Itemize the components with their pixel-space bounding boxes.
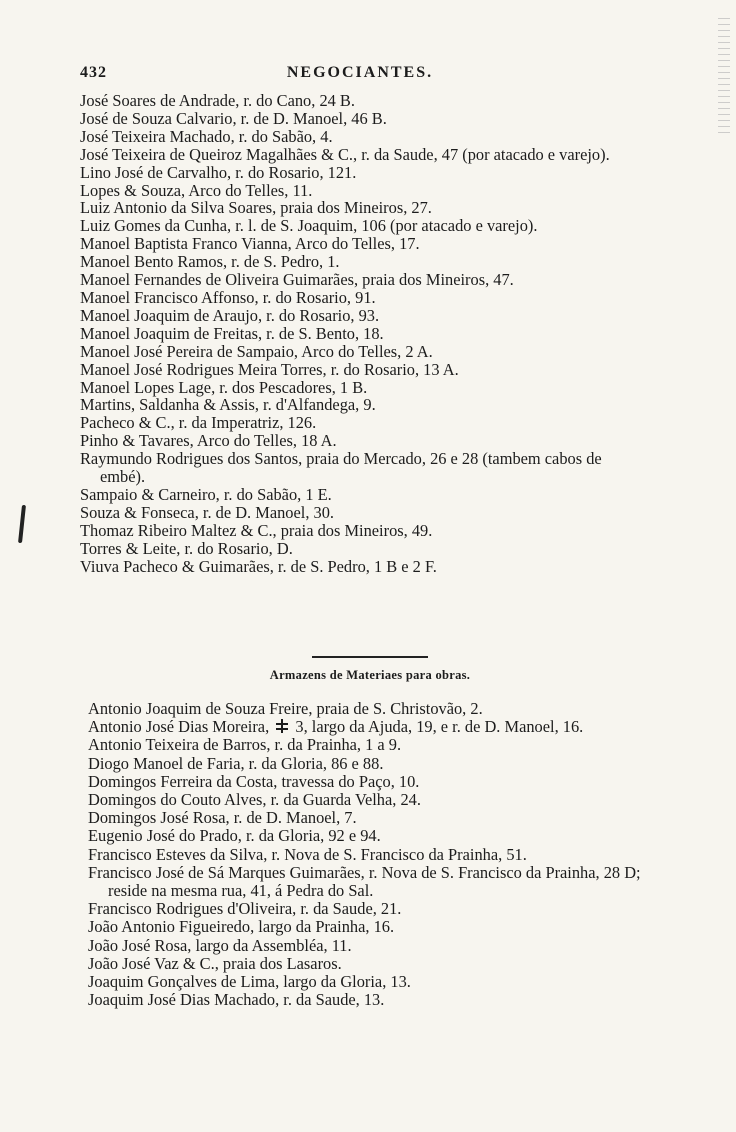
- list-item: Manoel Joaquim de Freitas, r. de S. Bento, 18.: [80, 323, 384, 343]
- list-item: [88, 718, 648, 736]
- list-item: Francisco José de Sá Marques Guimarães, r. Nova de S. Francisco da Prainha, 28 D; reside na mesma rua, 41, á Pedra do Sal.: [88, 862, 641, 901]
- list-item: Luiz Gomes da Cunha, r. l. de S. Joaquim, 106 (por atacado e varejo).: [80, 216, 538, 236]
- building-materials-list: [88, 700, 648, 1009]
- list-item: Antonio Teixeira de Barros, r. da Prainha, 1 a 9.: [88, 735, 402, 755]
- page-edge-marks: [718, 18, 730, 138]
- list-item: Pinho & Tavares, Arco do Telles, 18 A.: [80, 431, 337, 451]
- entry-text-before-icon: Antonio José Dias Moreira,: [88, 717, 270, 737]
- list-item: José Teixeira Machado, r. do Sabão, 4.: [80, 126, 333, 146]
- list-item: Viuva Pacheco & Guimarães, r. de S. Pedro, 1 B e 2 F.: [80, 556, 437, 576]
- page-number: 432: [80, 64, 107, 81]
- cross-icon: [275, 719, 289, 733]
- list-item: Thomaz Ribeiro Maltez & C., praia dos Mineiros, 49.: [80, 520, 433, 540]
- list-item: Pacheco & C., r. da Imperatriz, 126.: [80, 413, 317, 433]
- list-item: Manoel Lopes Lage, r. dos Pescadores, 1 B.: [80, 377, 368, 397]
- running-title: NEGOCIANTES.: [286, 64, 434, 81]
- list-item: Antonio Joaquim de Souza Freire, praia de S. Christovão, 2.: [88, 699, 483, 718]
- list-item: Torres & Leite, r. do Rosario, D.: [80, 538, 293, 558]
- section-heading: Armazens de Materiaes para obras.: [269, 668, 471, 682]
- page-header: [80, 64, 640, 88]
- list-item: Luiz Antonio da Silva Soares, praia dos Mineiros, 27.: [80, 198, 432, 218]
- list-item: Manoel Fernandes de Oliveira Guimarães, praia dos Mineiros, 47.: [80, 270, 514, 290]
- list-item: Francisco Esteves da Silva, r. Nova de S. Francisco da Prainha, 51.: [88, 844, 527, 864]
- list-item: Diogo Manoel de Faria, r. da Gloria, 86 e 88.: [88, 753, 384, 773]
- list-item: Manoel José Rodrigues Meira Torres, r. do Rosario, 13 A.: [80, 359, 459, 379]
- list-item: Domingos Ferreira da Costa, travessa do Paço, 10.: [88, 771, 420, 791]
- list-item: Manoel José Pereira de Sampaio, Arco do Telles, 2 A.: [80, 341, 433, 361]
- list-item: Raymundo Rodrigues dos Santos, praia do Mercado, 26 e 28 (tambem cabos de embé).: [80, 449, 602, 487]
- list-item: Sampaio & Carneiro, r. do Sabão, 1 E.: [80, 484, 332, 504]
- list-item: Manoel Francisco Affonso, r. do Rosario, 91.: [80, 287, 376, 307]
- list-item: Manoel Bento Ramos, r. de S. Pedro, 1.: [80, 252, 340, 272]
- list-item: João José Vaz & C., praia dos Lasaros.: [88, 953, 342, 973]
- list-item: Souza & Fonseca, r. de D. Manoel, 30.: [80, 502, 335, 522]
- list-item: José de Souza Calvario, r. de D. Manoel, 46 B.: [80, 108, 387, 128]
- list-item: Domingos do Couto Alves, r. da Guarda Velha, 24.: [88, 790, 421, 810]
- list-item: José Teixeira de Queiroz Magalhães & C., r. da Saude, 47 (por atacado e varejo).: [80, 144, 610, 164]
- list-item: Manoel Joaquim de Araujo, r. do Rosario, 93.: [80, 305, 380, 325]
- list-item: Domingos José Rosa, r. de D. Manoel, 7.: [88, 808, 357, 828]
- merchant-list: [80, 92, 648, 575]
- list-item: João Antonio Figueiredo, largo da Prainha, 16.: [88, 917, 395, 937]
- list-item: Lopes & Souza, Arco do Telles, 11.: [80, 180, 313, 200]
- list-item: Joaquim José Dias Machado, r. da Saude, 13.: [88, 990, 385, 1010]
- section-divider: [312, 656, 428, 658]
- list-item: Eugenio José do Prado, r. da Gloria, 92 e 94.: [88, 826, 381, 846]
- list-item: Manoel Baptista Franco Vianna, Arco do Telles, 17.: [80, 234, 420, 254]
- list-item: Lino José de Carvalho, r. do Rosario, 121.: [80, 162, 357, 182]
- list-item: Joaquim Gonçalves de Lima, largo da Gloria, 13.: [88, 972, 411, 992]
- entry-text-after-icon: 3, largo da Ajuda, 19, e r. de D. Manoel, 16.: [295, 717, 584, 737]
- list-item: José Soares de Andrade, r. do Cano, 24 B.: [80, 91, 355, 110]
- list-item: Martins, Saldanha & Assis, r. d'Alfandega, 9.: [80, 395, 376, 415]
- list-item: João José Rosa, largo da Assembléa, 11.: [88, 935, 352, 955]
- list-item: Francisco Rodrigues d'Oliveira, r. da Saude, 21.: [88, 899, 402, 919]
- margin-ink-mark: [18, 505, 26, 543]
